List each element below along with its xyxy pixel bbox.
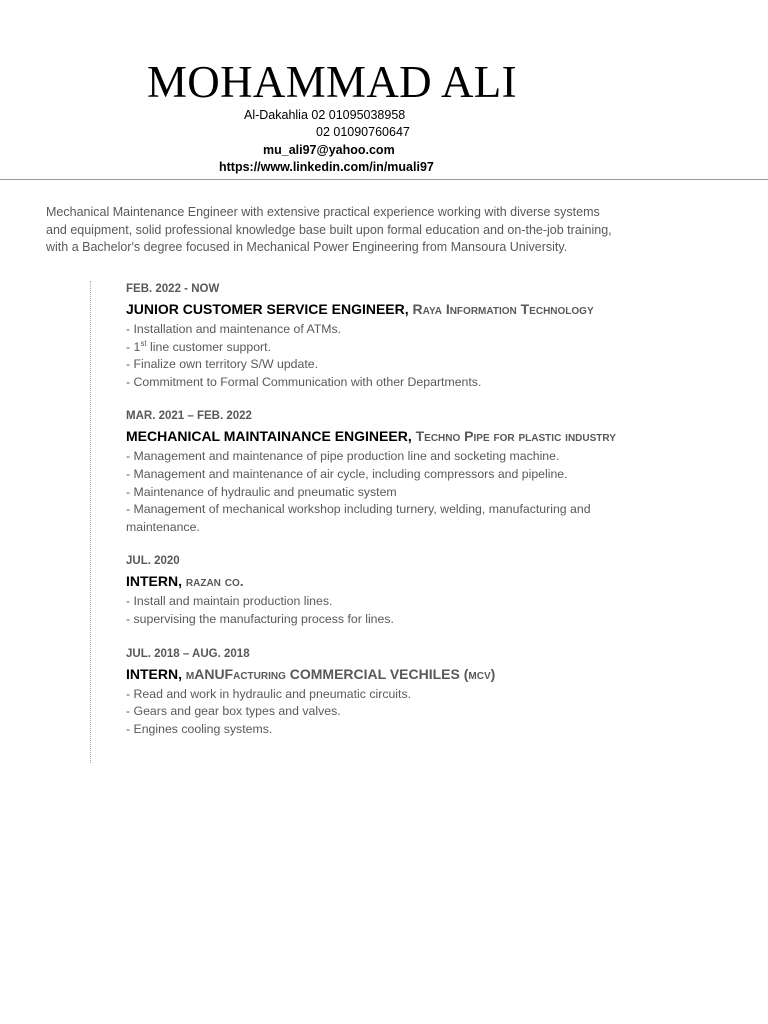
job-duties [126, 448, 626, 536]
duty-item: - supervising the manufacturing process for lines. [126, 611, 394, 626]
job-title-line [126, 666, 626, 683]
candidate-name: MOHAMMAD ALI [147, 57, 517, 107]
duty-item: - Engines cooling systems. [126, 721, 273, 736]
job-title: INTERN, [126, 665, 182, 682]
profile-summary: Mechanical Maintenance Engineer with extensive practical experience working with diverse systems and equipment, solid professional knowledge base built upon formal education and on-the-job training, with a Bachelor's degree focused in Mechanical Power Engineering from Mansoura University. [46, 205, 612, 254]
job-title: JUNIOR CUSTOMER SERVICE ENGINEER, [126, 301, 409, 317]
duty-item: - Maintenance of hydraulic and pneumatic system [126, 484, 397, 499]
job-duties [126, 593, 626, 628]
duty-item: - Finalize own territory S/W update. [126, 357, 319, 372]
company-name: razan co. [185, 573, 244, 590]
job-title-line [126, 428, 626, 445]
duty-item: - Management of mechanical workshop including turnery, welding, manufacturing and maintenance. [126, 502, 591, 534]
experience-entry-raya [126, 282, 626, 391]
duty-item: - Management and maintenance of air cycle, including compressors and pipeline. [126, 466, 568, 481]
duty-item [126, 339, 626, 357]
email-address[interactable]: mu_ali97@yahoo.com [263, 143, 395, 157]
duty-item: - Management and maintenance of pipe production line and socketing machine. [126, 449, 560, 464]
duty-item-text: line customer support. [146, 339, 271, 354]
company-name: Raya Information Technology [412, 301, 594, 317]
job-duties [126, 686, 626, 739]
duty-item: - Installation and maintenance of ATMs. [126, 322, 342, 336]
job-date: JUL. 2020 [126, 555, 180, 568]
experience-entry-razan [126, 554, 626, 628]
location-phone: Al-Dakahlia 02 01095038958 [244, 108, 406, 122]
duty-item: - Commitment to Formal Communication with other Departments. [126, 374, 482, 389]
header-divider [0, 179, 768, 180]
job-date: MAR. 2021 – FEB. 2022 [126, 410, 252, 423]
job-title: INTERN, [126, 573, 182, 590]
duty-item: - Install and maintain production lines. [126, 594, 333, 609]
duty-item: - Gears and gear box types and valves. [126, 704, 341, 719]
job-duties [126, 321, 626, 391]
company-name: Techno Pipe for plastic industry [415, 428, 616, 445]
timeline-line [90, 281, 91, 763]
job-date: FEB. 2022 - NOW [126, 283, 220, 295]
experience-entry-techno-pipe [126, 409, 626, 536]
ordinal-suffix: st [140, 338, 147, 348]
phone-secondary: 02 01090760647 [316, 125, 410, 139]
experience-entry-mcv [126, 647, 626, 739]
experience-section [126, 282, 626, 756]
duty-item-prefix: - 1 [126, 339, 141, 354]
job-title: MECHANICAL MAINTAINANCE ENGINEER, [126, 428, 412, 445]
linkedin-link[interactable]: https://www.linkedin.com/in/muali97 [219, 160, 434, 174]
job-title-line [126, 301, 626, 318]
duty-item: - Read and work in hydraulic and pneumatic circuits. [126, 686, 412, 701]
company-name: mANUFacturing COMMERCIAL VECHILES (mcv) [185, 665, 496, 682]
job-date: JUL. 2018 – AUG. 2018 [126, 647, 250, 660]
job-title-line [126, 573, 626, 590]
